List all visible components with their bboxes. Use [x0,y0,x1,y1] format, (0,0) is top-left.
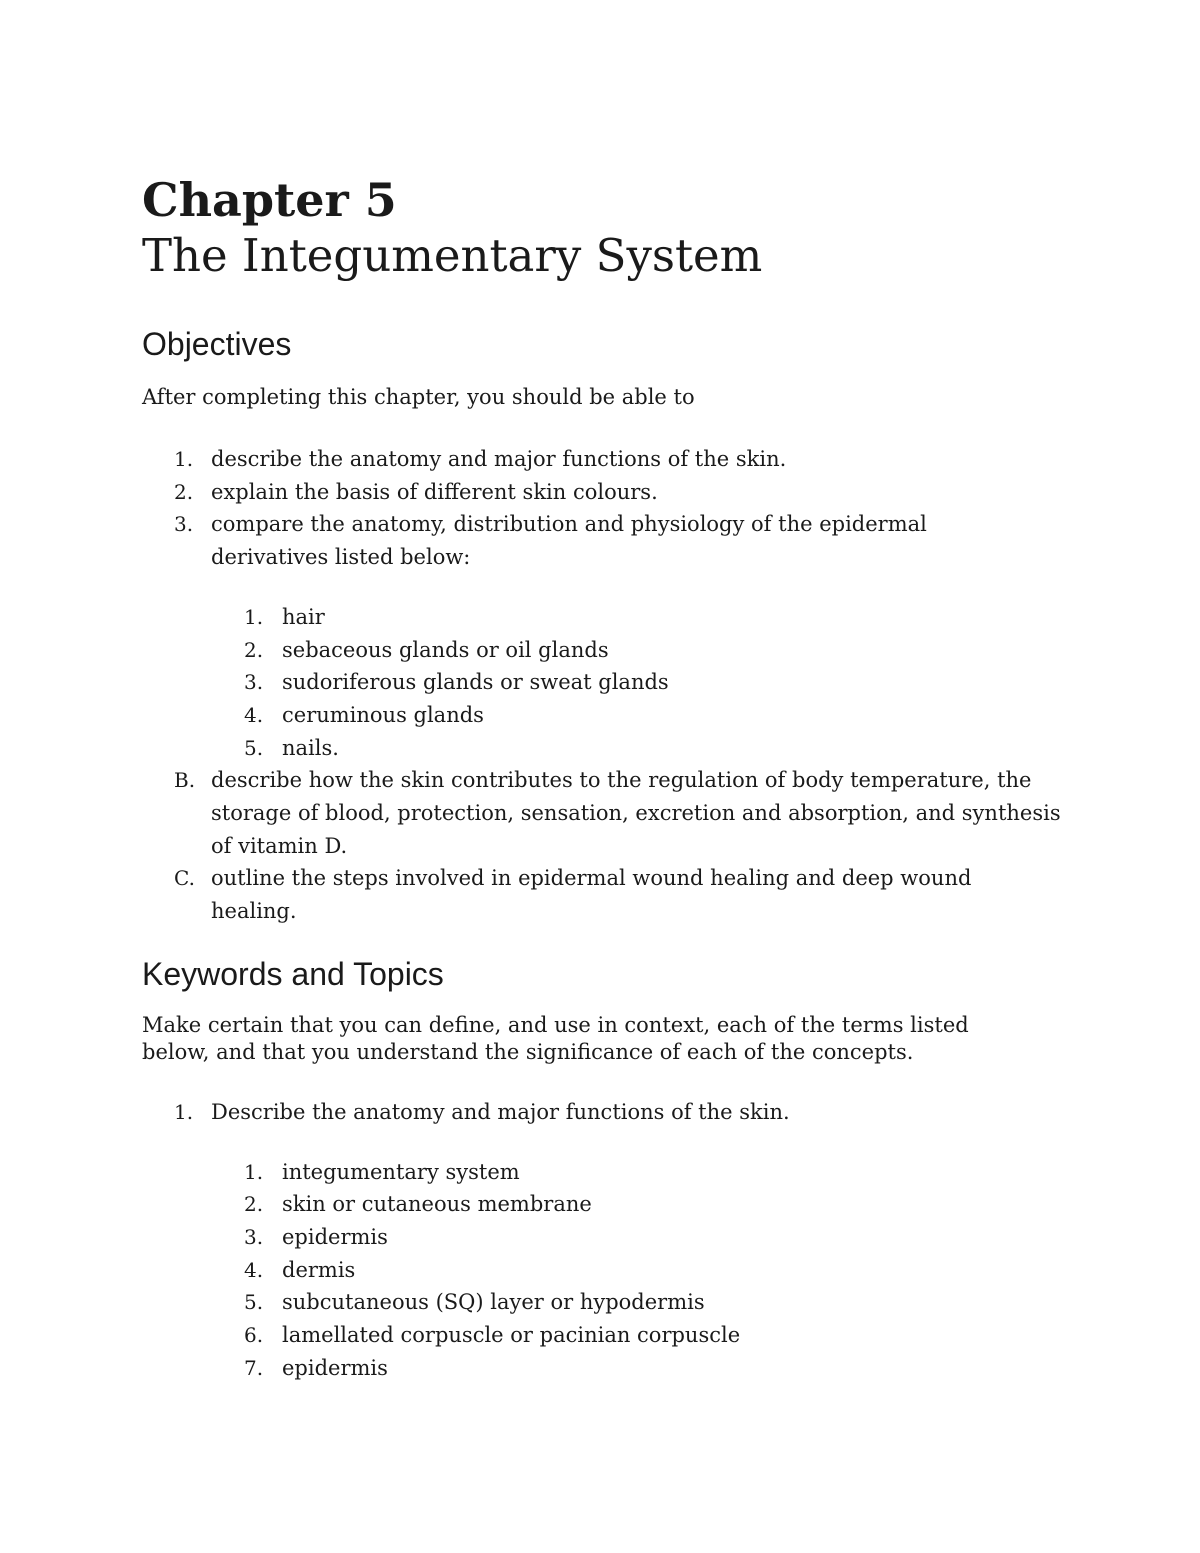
list-marker: 2. [174,479,194,504]
document-page [142,172,1062,1384]
list-marker: 5. [244,735,264,760]
list-item [142,862,1062,927]
keywords-terms-list [142,1156,1062,1385]
list-item [142,699,1062,732]
list-item [142,1254,1062,1287]
objectives-list [142,443,1062,574]
list-item [142,1221,1062,1254]
list-item-text: describe the anatomy and major functions of the skin. [211,447,787,471]
list-item-text: nails. [282,735,339,760]
list-item [142,732,1062,765]
objectives-heading: Objectives [142,326,292,362]
list-item-text: outline the steps involved in epidermal wound healing and deep wound healing. [211,866,972,924]
list-item-text: skin or cutaneous membrane [282,1192,592,1217]
list-marker: 2. [244,637,264,662]
list-item [142,1352,1062,1385]
derivatives-list [142,601,1062,765]
list-marker: 1. [244,1159,264,1184]
list-item [142,1096,1062,1129]
chapter-number: Chapter 5 [142,173,397,227]
list-marker: 5. [244,1290,264,1315]
chapter-title: The Integumentary System [142,229,763,282]
list-item-text: describe how the skin contributes to the regulation of body temperature, the storage of blood, protection, sensation, excretion and absorption, and synthesis of vitamin D. [211,768,1061,858]
list-marker: 2. [244,1192,264,1217]
list-item [142,666,1062,699]
list-marker: B. [174,768,196,793]
list-marker: 1. [174,447,194,471]
list-item [142,476,1062,509]
list-item [142,1319,1062,1352]
list-item-text: Describe the anatomy and major functions of the skin. [211,1099,790,1124]
list-marker: 3. [244,670,264,695]
list-item-text: subcutaneous (SQ) layer or hypodermis [282,1290,705,1315]
list-item-text: sudoriferous glands or sweat glands [282,670,669,695]
list-item [142,1286,1062,1319]
list-item-text: epidermis [282,1355,388,1380]
list-marker: 6. [244,1323,264,1348]
list-item [142,1156,1062,1189]
list-item-text: epidermis [282,1224,388,1249]
list-marker: 7. [244,1355,264,1380]
keywords-heading: Keywords and Topics [142,955,444,992]
list-item [142,1188,1062,1221]
list-marker: 4. [244,702,264,727]
list-item [142,634,1062,667]
list-item-text: sebaceous glands or oil glands [282,637,609,662]
list-item [142,764,1062,862]
list-marker: 4. [244,1257,264,1282]
list-item-text: ceruminous glands [282,702,484,727]
list-item [142,443,1062,476]
list-item-text: hair [282,604,325,629]
list-item-text: lamellated corpuscle or pacinian corpuscle [282,1323,741,1348]
list-item [142,601,1062,634]
list-marker: 3. [174,512,194,537]
keywords-list [142,1096,1062,1129]
list-marker: 1. [174,1099,194,1124]
list-item-text: integumentary system [282,1159,520,1184]
list-marker: 1. [244,604,264,629]
list-item-text: dermis [282,1257,356,1282]
list-item-text: compare the anatomy, distribution and physiology of the epidermal derivatives listed below: [211,512,927,570]
list-marker: 3. [244,1224,264,1249]
objectives-list-continued [142,764,1062,928]
keywords-intro: Make certain that you can define, and use in context, each of the terms listed below, and that you understand the significance of each of the concepts. [142,1012,969,1064]
objectives-intro: After completing this chapter, you should be able to [142,385,695,409]
list-marker: C. [174,866,195,891]
list-item-text: explain the basis of different skin colours. [211,479,658,504]
list-item [142,508,1062,573]
